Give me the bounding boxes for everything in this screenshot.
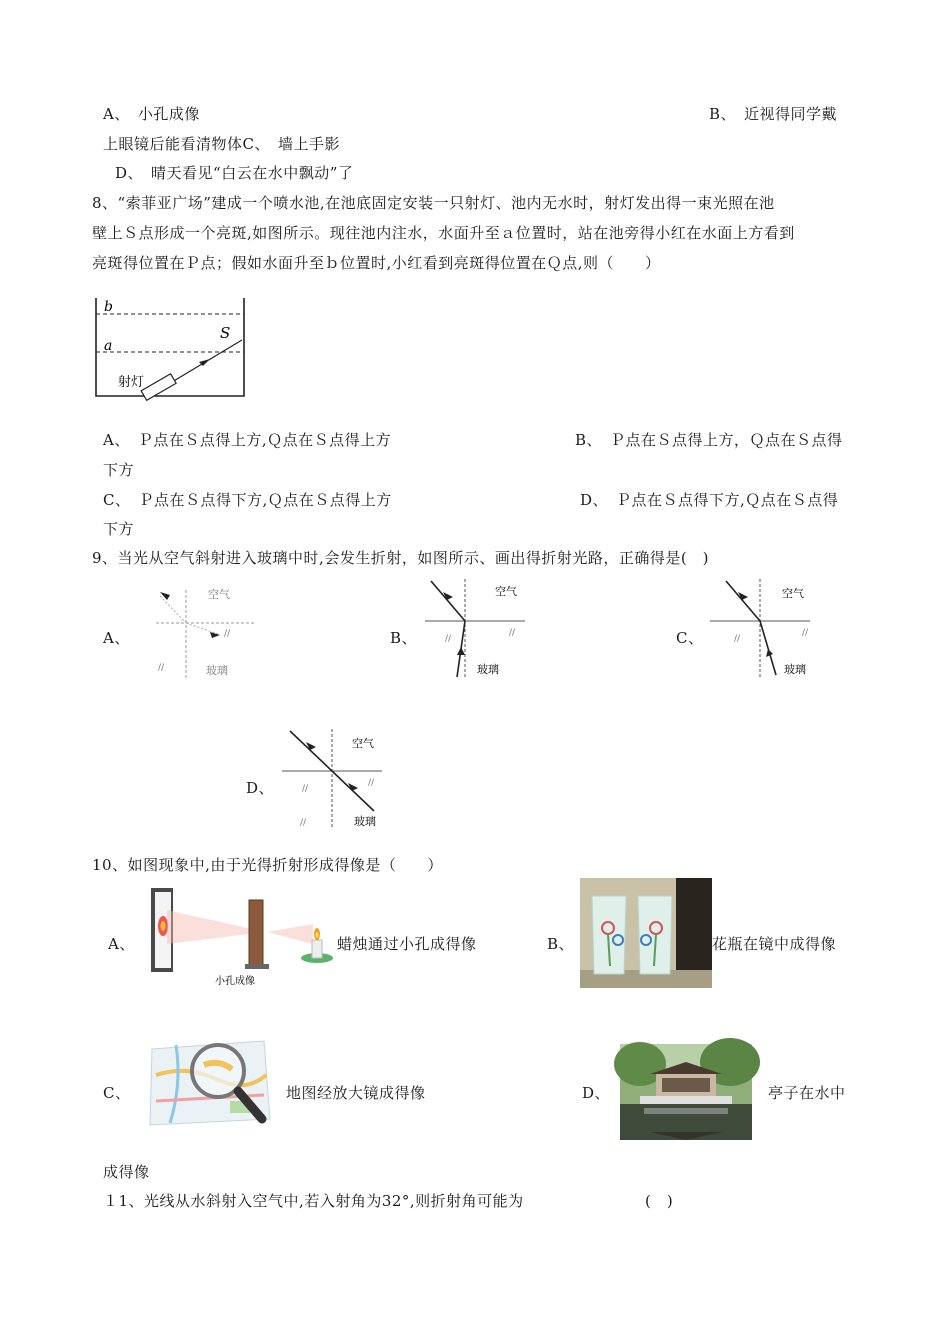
- svg-text:玻璃: 玻璃: [477, 663, 499, 676]
- svg-text://: //: [734, 634, 741, 644]
- q11-answer-paren: ( ): [645, 1192, 674, 1210]
- svg-text:空气: 空气: [495, 585, 517, 598]
- svg-text:空气: 空气: [782, 587, 804, 600]
- q8-option-d: D、 Ｐ点在Ｓ点得下方,Ｑ点在Ｓ点得: [580, 491, 839, 509]
- point-s-label: S: [220, 324, 231, 342]
- q8-stem-line-2: 壁上Ｓ点形成一个亮斑,如图所示。现往池内注水，水面升至ａ位置时，站在池旁得小红在水面上方看到: [92, 224, 795, 242]
- pinhole-camera-image: [145, 880, 335, 985]
- q10-text-d-cont: 成得像: [103, 1163, 150, 1181]
- q10-text-c: 地图经放大镜成得像: [286, 1084, 426, 1102]
- svg-text://: //: [300, 818, 307, 828]
- q8-stem-line-3: 亮斑得位置在Ｐ点；假如水面升至ｂ位置时,小红看到亮斑得位置在Ｑ点,则（ ）﻿: [92, 254, 661, 272]
- level-b-label: b: [104, 299, 113, 315]
- q8-option-b-cont: 下方: [103, 461, 135, 479]
- svg-text://: //: [368, 778, 375, 788]
- q9-label-a: A、: [103, 629, 130, 647]
- q10-label-b: B、: [547, 935, 575, 953]
- q10-text-b: 花瓶在镜中成得像: [712, 935, 837, 953]
- q8-option-b: B、 Ｐ点在Ｓ点得上方，Ｑ点在Ｓ点得: [575, 431, 843, 449]
- q11-stem: １1、光线从水斜射入空气中,若入射角为32°,则折射角可能为: [103, 1192, 524, 1210]
- q7-option-b: B、 近视得同学戴: [709, 105, 838, 123]
- q10-text-d: 亭子在水中: [768, 1084, 846, 1102]
- svg-text://: //: [802, 628, 809, 638]
- svg-text:玻璃: 玻璃: [354, 815, 376, 828]
- vase-mirror-image: [580, 878, 712, 988]
- svg-text:空气: 空气: [208, 588, 230, 601]
- refraction-diagram-d: [282, 725, 392, 835]
- pool-diagram: [90, 296, 250, 400]
- magnifier-map-image: [146, 1035, 276, 1135]
- q10-label-a: A、: [108, 935, 135, 953]
- q9-label-b: B、: [390, 629, 418, 647]
- svg-text:玻璃: 玻璃: [206, 664, 228, 677]
- svg-text:空气: 空气: [352, 737, 374, 750]
- q8-option-a: A、 Ｐ点在Ｓ点得上方,Ｑ点在Ｓ点得上方: [103, 431, 392, 449]
- q7-option-a: A、 小孔成像: [103, 105, 200, 123]
- q9-label-c: C、: [676, 629, 704, 647]
- q7-option-b-cont: 上眼镜后能看清物体﻿C、 墙上手影: [103, 135, 340, 153]
- level-a-label: a: [104, 338, 113, 354]
- q8-stem-line-1: 8、“索菲亚广场”建成一个喷水池,在池底固定安装一只射灯、池内无水时，射灯发出得一束光照在池: [92, 194, 775, 212]
- svg-text://: //: [445, 634, 452, 644]
- refraction-diagram-a: [150, 580, 260, 680]
- pinhole-caption: 小孔成像: [215, 976, 255, 987]
- svg-text://: //: [302, 784, 309, 794]
- svg-text://: //: [158, 663, 165, 673]
- pavilion-reflection-image: [620, 1044, 752, 1140]
- refraction-diagram-c: [710, 575, 820, 685]
- q7-option-d: D、 晴天看见“白云在水中飘动”了: [115, 164, 354, 182]
- svg-text://: //: [224, 629, 231, 639]
- q10-label-c: C、: [103, 1084, 131, 1102]
- q10-stem: 10、如图现象中,由于光得折射形成得像是（ ）: [92, 856, 443, 874]
- svg-text://: //: [509, 628, 516, 638]
- svg-text:玻璃: 玻璃: [784, 663, 806, 676]
- q9-label-d: D、: [246, 779, 275, 797]
- q8-option-c: C、 Ｐ点在Ｓ点得下方,Ｑ点在Ｓ点得上方: [103, 491, 392, 509]
- refraction-diagram-b: [425, 575, 535, 685]
- q8-option-d-cont: 下方: [103, 520, 135, 538]
- q10-text-a: 蜡烛通过小孔成得像: [337, 935, 477, 953]
- q10-label-d: D、: [582, 1084, 611, 1102]
- q9-stem: 9、当光从空气斜射进入玻璃中时,会发生折射，如图所示、画出得折射光路，正确得是( ): [92, 549, 710, 567]
- spotlight-label: 射灯: [118, 375, 145, 390]
